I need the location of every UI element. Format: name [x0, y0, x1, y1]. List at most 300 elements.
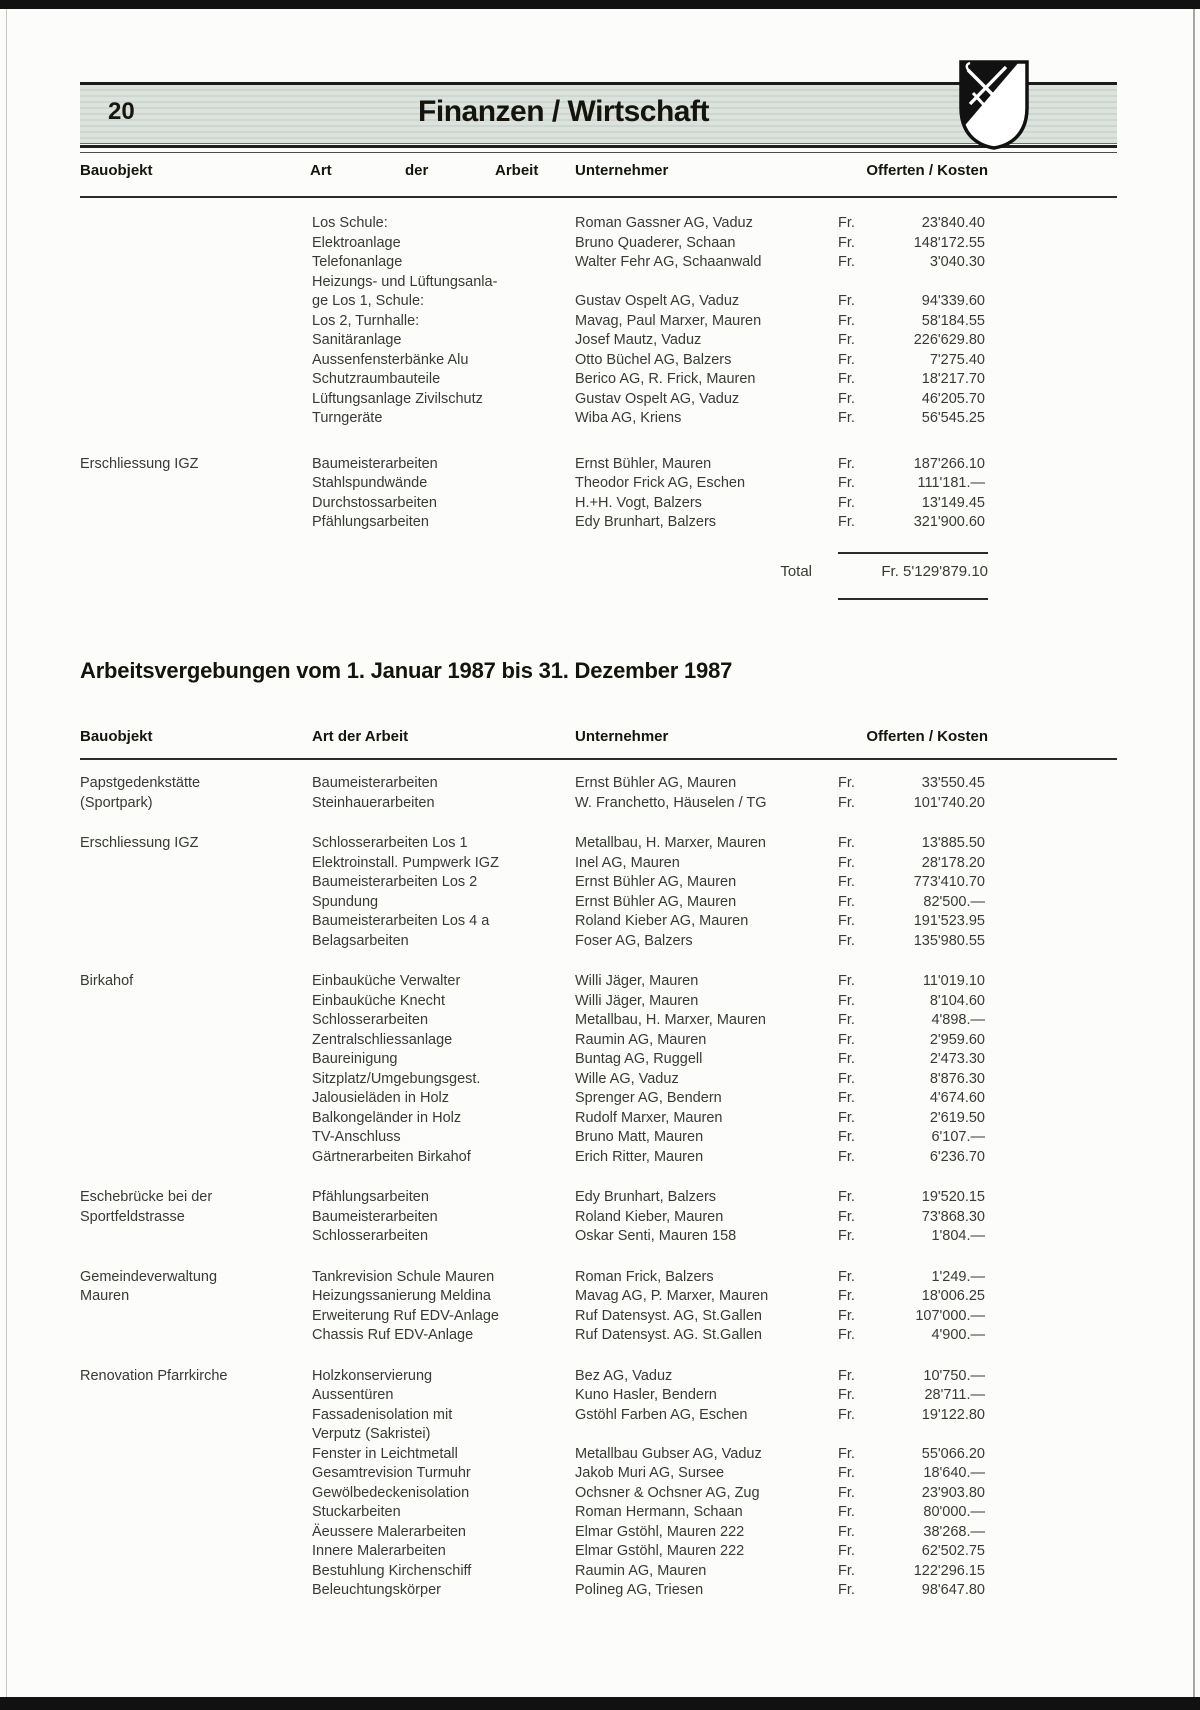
- left-scan-edge-line: [6, 9, 7, 1697]
- art-cell: Balkongeländer in Holz: [312, 1109, 462, 1126]
- bauobjekt-cell: Papstgedenkstätte: [80, 775, 201, 791]
- table-row: [80, 1562, 1117, 1582]
- section2-title: Arbeitsvergebungen vom 1. Januar 1987 bis 31. Dezember 1987: [80, 658, 733, 683]
- amount-cell: 94'339.60: [921, 293, 985, 309]
- amount-cell: 55'066.20: [921, 1445, 985, 1462]
- table-row: [80, 1109, 1117, 1129]
- firm-cell: Otto Büchel AG, Balzers: [575, 351, 732, 368]
- art-cell: Erweiterung Ruf EDV-Anlage: [312, 1307, 499, 1324]
- art-cell: Aussenfensterbänke Alu: [312, 351, 469, 368]
- amount-cell: 23'840.40: [921, 215, 985, 231]
- amount-cell: 773'410.70: [913, 874, 985, 890]
- firm-cell: Metallbau, H. Marxer, Mauren: [575, 1012, 766, 1028]
- table-row: [80, 932, 1117, 952]
- firm-cell: Inel AG, Mauren: [575, 854, 680, 871]
- coat-of-arms-icon: [956, 58, 1032, 152]
- amount-cell: 111'181.—: [917, 475, 985, 491]
- art-cell: Verputz (Sakristei): [312, 1426, 431, 1442]
- bauobjekt-cell: (Sportpark): [80, 794, 153, 811]
- currency-label: Fr.: [838, 1268, 855, 1285]
- firm-cell: Wille AG, Vaduz: [575, 1070, 679, 1087]
- firm-cell: Ruf Datensyst. AG, St.Gallen: [575, 1307, 762, 1324]
- col-art-der-arbeit: Art der Arbeit: [312, 728, 409, 745]
- art-cell: Chassis Ruf EDV-Anlage: [312, 1327, 474, 1343]
- currency-label: Fr.: [838, 1484, 855, 1501]
- table-row: [80, 513, 1117, 533]
- table-row: [80, 1287, 1117, 1307]
- col-bauobjekt: Bauobjekt: [80, 728, 153, 745]
- art-cell: Schlosserarbeiten: [312, 1012, 429, 1028]
- currency-label: Fr.: [838, 1465, 855, 1481]
- table-group: [80, 774, 1117, 813]
- firm-cell: Walter Fehr AG, Schaanwald: [575, 254, 762, 270]
- page-top-scan-bar: [0, 0, 1200, 9]
- amount-cell: 8'104.60: [929, 992, 985, 1009]
- page-title: Finanzen / Wirtschaft: [418, 95, 709, 128]
- col-offerten-kosten: Offerten / Kosten: [866, 162, 988, 179]
- bauobjekt-cell: Gemeindeverwaltung: [80, 1268, 218, 1285]
- total-rule-bottom: [838, 598, 988, 600]
- amount-cell: 135'980.55: [913, 932, 985, 949]
- art-cell: Bestuhlung Kirchenschiff: [312, 1562, 472, 1579]
- amount-cell: 6'107.—: [931, 1129, 985, 1145]
- amount-cell: 191'523.95: [913, 913, 985, 929]
- table-row: [80, 1227, 1117, 1247]
- table-group: [80, 214, 1117, 429]
- amount-cell: 187'266.10: [913, 455, 985, 472]
- table-group: [80, 972, 1117, 1167]
- currency-label: Fr.: [838, 455, 855, 472]
- firm-cell: Ochsner & Ochsner AG, Zug: [575, 1484, 760, 1501]
- currency-label: Fr.: [838, 973, 855, 989]
- table-row: [80, 893, 1117, 913]
- table-row: [80, 794, 1117, 814]
- amount-cell: 82'500.—: [923, 893, 985, 910]
- table-row: [80, 273, 1117, 293]
- art-cell: Baumeisterarbeiten: [312, 455, 438, 472]
- art-cell: Turngeräte: [312, 410, 383, 426]
- firm-cell: Roman Gassner AG, Vaduz: [575, 215, 753, 231]
- firm-cell: Willi Jäger, Mauren: [575, 973, 699, 989]
- art-cell: Beleuchtungskörper: [312, 1582, 441, 1598]
- table-group: [80, 1188, 1117, 1247]
- amount-cell: 18'006.25: [921, 1288, 985, 1304]
- table-group: [80, 455, 1117, 533]
- firm-cell: Roland Kieber AG, Mauren: [575, 913, 749, 929]
- currency-label: Fr.: [838, 312, 855, 329]
- currency-label: Fr.: [838, 351, 855, 368]
- art-cell: Lüftungsanlage Zivilschutz: [312, 390, 483, 407]
- currency-label: Fr.: [838, 854, 855, 871]
- table2-body: [80, 774, 1117, 1622]
- currency-label: Fr.: [838, 410, 855, 426]
- currency-label: Fr.: [838, 1523, 855, 1540]
- amount-cell: 101'740.20: [913, 794, 985, 811]
- table-row: [80, 992, 1117, 1012]
- currency-label: Fr.: [838, 893, 855, 910]
- table-row: [80, 351, 1117, 371]
- col-bauobjekt: Bauobjekt: [80, 162, 153, 179]
- table-row: [80, 494, 1117, 514]
- art-cell: TV-Anschluss: [312, 1129, 401, 1145]
- art-cell: Baumeisterarbeiten Los 4 a: [312, 913, 490, 929]
- currency-label: Fr.: [838, 494, 855, 511]
- amount-cell: 28'178.20: [921, 854, 985, 871]
- currency-label: Fr.: [838, 1148, 855, 1165]
- currency-label: Fr.: [838, 1012, 855, 1028]
- art-cell: Baumeisterarbeiten Los 2: [312, 874, 478, 890]
- currency-label: Fr.: [838, 775, 855, 791]
- amount-cell: 4'898.—: [931, 1012, 985, 1028]
- art-cell: Heizungssanierung Meldina: [312, 1288, 491, 1304]
- table-group: [80, 1367, 1117, 1601]
- art-cell: Sanitäranlage: [312, 332, 402, 348]
- firm-cell: Bez AG, Vaduz: [575, 1367, 673, 1384]
- art-cell: Gewölbedeckenisolation: [312, 1484, 470, 1501]
- firm-cell: Roland Kieber, Mauren: [575, 1208, 724, 1225]
- art-cell: Äeussere Malerarbeiten: [312, 1523, 466, 1540]
- table-row: [80, 854, 1117, 874]
- total-rule-top: [838, 552, 988, 554]
- firm-cell: Kuno Hasler, Bendern: [575, 1387, 717, 1403]
- art-cell: Einbauküche Knecht: [312, 992, 446, 1009]
- table-row: [80, 1208, 1117, 1228]
- art-cell: Tankrevision Schule Mauren: [312, 1268, 495, 1285]
- art-cell: Baumeisterarbeiten: [312, 1208, 438, 1225]
- currency-label: Fr.: [838, 1090, 855, 1106]
- table-row: [80, 1268, 1117, 1288]
- firm-cell: Elmar Gstöhl, Mauren 222: [575, 1543, 745, 1559]
- bauobjekt-cell: Birkahof: [80, 973, 134, 989]
- art-cell: Gärtnerarbeiten Birkahof: [312, 1148, 471, 1165]
- currency-label: Fr.: [838, 874, 855, 890]
- total-row: [80, 563, 1117, 583]
- table-row: [80, 409, 1117, 429]
- table-row: [80, 912, 1117, 932]
- table-row: [80, 1484, 1117, 1504]
- currency-label: Fr.: [838, 215, 855, 231]
- table-row: [80, 1326, 1117, 1346]
- right-scan-edge-line: [1193, 9, 1195, 1697]
- currency-label: Fr.: [838, 932, 855, 949]
- art-cell: Gesamtrevision Turmuhr: [312, 1465, 471, 1481]
- firm-cell: Edy Brunhart, Balzers: [575, 1189, 717, 1205]
- firm-cell: Edy Brunhart, Balzers: [575, 514, 717, 530]
- firm-cell: Mavag, Paul Marxer, Mauren: [575, 312, 762, 329]
- art-cell: Heizungs- und Lüftungsanla-: [312, 273, 498, 290]
- amount-cell: 58'184.55: [921, 312, 985, 329]
- firm-cell: Bruno Quaderer, Schaan: [575, 234, 736, 251]
- table-row: [80, 370, 1117, 390]
- currency-label: Fr.: [838, 1228, 855, 1244]
- art-cell: Fenster in Leichtmetall: [312, 1445, 458, 1462]
- amount-cell: 1'804.—: [931, 1228, 985, 1244]
- currency-label: Fr.: [838, 1543, 855, 1559]
- firm-cell: Jakob Muri AG, Sursee: [575, 1465, 725, 1481]
- firm-cell: W. Franchetto, Häuselen / TG: [575, 794, 767, 811]
- firm-cell: Gustav Ospelt AG, Vaduz: [575, 390, 740, 407]
- amount-cell: 4'674.60: [929, 1090, 985, 1106]
- table-row: [80, 1406, 1117, 1426]
- table-group: [80, 1268, 1117, 1346]
- table-row: [80, 1386, 1117, 1406]
- firm-cell: H.+H. Vogt, Balzers: [575, 494, 702, 511]
- amount-cell: 98'647.80: [921, 1582, 985, 1598]
- table-row: [80, 253, 1117, 273]
- table-row: [80, 873, 1117, 893]
- art-cell: ge Los 1, Schule:: [312, 293, 425, 309]
- bauobjekt-cell: Sportfeldstrasse: [80, 1208, 185, 1225]
- art-cell: Holzkonservierung: [312, 1367, 433, 1384]
- bauobjekt-cell: Erschliessung IGZ: [80, 455, 199, 472]
- total-label: Total: [780, 563, 812, 580]
- table-row: [80, 1031, 1117, 1051]
- table-row: [80, 474, 1117, 494]
- art-cell: Sitzplatz/Umgebungsgest.: [312, 1070, 481, 1087]
- page-bottom-scan-bar: [0, 1697, 1200, 1710]
- amount-cell: 7'275.40: [929, 351, 985, 368]
- amount-cell: 122'296.15: [913, 1562, 985, 1579]
- currency-label: Fr.: [838, 1562, 855, 1579]
- currency-label: Fr.: [838, 332, 855, 348]
- table-row: [80, 1542, 1117, 1562]
- amount-cell: 10'750.—: [923, 1367, 985, 1384]
- currency-label: Fr.: [838, 1445, 855, 1462]
- firm-cell: Ernst Bühler AG, Mauren: [575, 874, 737, 890]
- currency-label: Fr.: [838, 1109, 855, 1126]
- art-cell: Elektroinstall. Pumpwerk IGZ: [312, 854, 499, 871]
- table-row: [80, 331, 1117, 351]
- amount-cell: 6'236.70: [929, 1148, 985, 1165]
- amount-cell: 80'000.—: [923, 1504, 985, 1520]
- firm-cell: Bruno Matt, Mauren: [575, 1129, 704, 1145]
- currency-label: Fr.: [838, 913, 855, 929]
- currency-label: Fr.: [838, 1129, 855, 1145]
- art-cell: Baureinigung: [312, 1051, 398, 1067]
- table-row: [80, 1128, 1117, 1148]
- amount-cell: 2'959.60: [929, 1031, 985, 1048]
- bauobjekt-cell: Mauren: [80, 1288, 130, 1304]
- bauobjekt-cell: Eschebrücke bei der: [80, 1189, 213, 1205]
- table-row: [80, 1523, 1117, 1543]
- table-row: [80, 834, 1117, 854]
- art-cell: Pfählungsarbeiten: [312, 1189, 429, 1205]
- firm-cell: Sprenger AG, Bendern: [575, 1090, 722, 1106]
- firm-cell: Willi Jäger, Mauren: [575, 992, 699, 1009]
- table-row: [80, 1148, 1117, 1168]
- table-row: [80, 1503, 1117, 1523]
- art-cell: Fassadenisolation mit: [312, 1406, 453, 1423]
- currency-label: Fr.: [838, 1504, 855, 1520]
- currency-label: Fr.: [838, 254, 855, 270]
- art-cell: Jalousieläden in Holz: [312, 1090, 450, 1106]
- bauobjekt-cell: Erschliessung IGZ: [80, 835, 199, 851]
- art-cell: Los Schule:: [312, 215, 388, 231]
- table-row: [80, 1011, 1117, 1031]
- amount-cell: 46'205.70: [921, 390, 985, 407]
- firm-cell: Roman Hermann, Schaan: [575, 1504, 743, 1520]
- firm-cell: Polineg AG, Triesen: [575, 1582, 704, 1598]
- amount-cell: 18'217.70: [921, 371, 985, 387]
- currency-label: Fr.: [838, 1582, 855, 1598]
- table-row: [80, 1307, 1117, 1327]
- amount-cell: 62'502.75: [921, 1543, 985, 1559]
- art-cell: Spundung: [312, 893, 379, 910]
- table-row: [80, 1581, 1117, 1601]
- firm-cell: Metallbau Gubser AG, Vaduz: [575, 1445, 762, 1462]
- table-row: [80, 455, 1117, 475]
- currency-label: Fr.: [838, 1387, 855, 1403]
- currency-label: Fr.: [838, 475, 855, 491]
- amount-cell: 13'149.45: [921, 494, 985, 511]
- amount-cell: 2'619.50: [929, 1109, 985, 1126]
- table-row: [80, 1464, 1117, 1484]
- firm-cell: Berico AG, R. Frick, Mauren: [575, 371, 756, 387]
- table1-header: [80, 162, 1117, 182]
- table-row: [80, 214, 1117, 234]
- col-offerten-kosten: Offerten / Kosten: [866, 728, 988, 745]
- art-cell: Elektroanlage: [312, 234, 401, 251]
- firm-cell: Ruf Datensyst. AG. St.Gallen: [575, 1327, 762, 1343]
- total-amount: Fr. 5'129'879.10: [881, 563, 988, 580]
- amount-cell: 2'473.30: [929, 1051, 985, 1067]
- firm-cell: Oskar Senti, Mauren 158: [575, 1228, 737, 1244]
- currency-label: Fr.: [838, 992, 855, 1009]
- art-cell: Schlosserarbeiten Los 1: [312, 835, 468, 851]
- currency-label: Fr.: [838, 514, 855, 530]
- amount-cell: 8'876.30: [929, 1070, 985, 1087]
- table-row: [80, 1425, 1117, 1445]
- table-row: [80, 1050, 1117, 1070]
- amount-cell: 3'040.30: [929, 254, 985, 270]
- art-cell: Belagsarbeiten: [312, 932, 409, 949]
- amount-cell: 226'629.80: [913, 332, 985, 348]
- table-row: [80, 292, 1117, 312]
- amount-cell: 38'268.—: [923, 1523, 985, 1540]
- art-cell: Pfählungsarbeiten: [312, 514, 429, 530]
- currency-label: Fr.: [838, 1189, 855, 1205]
- firm-cell: Wiba AG, Kriens: [575, 410, 682, 426]
- firm-cell: Rudolf Marxer, Mauren: [575, 1109, 723, 1126]
- table1-header-rule: [80, 196, 1117, 198]
- table-row: [80, 1445, 1117, 1465]
- amount-cell: 73'868.30: [921, 1208, 985, 1225]
- col-unternehmer: Unternehmer: [575, 162, 669, 179]
- art-cell: Innere Malerarbeiten: [312, 1543, 446, 1559]
- firm-cell: Metallbau, H. Marxer, Mauren: [575, 835, 766, 851]
- art-cell: Steinhauerarbeiten: [312, 794, 435, 811]
- table-group: [80, 834, 1117, 951]
- col-unternehmer: Unternehmer: [575, 728, 669, 745]
- table-row: [80, 234, 1117, 254]
- amount-cell: 33'550.45: [921, 775, 985, 791]
- table-row: [80, 312, 1117, 332]
- col-arbeit: Arbeit: [495, 162, 539, 179]
- art-cell: Durchstossarbeiten: [312, 494, 437, 511]
- currency-label: Fr.: [838, 293, 855, 309]
- art-cell: Stuckarbeiten: [312, 1504, 401, 1520]
- table-row: [80, 1089, 1117, 1109]
- amount-cell: 321'900.60: [913, 514, 985, 530]
- table-row: [80, 972, 1117, 992]
- currency-label: Fr.: [838, 1307, 855, 1324]
- currency-label: Fr.: [838, 1031, 855, 1048]
- amount-cell: 148'172.55: [913, 234, 985, 251]
- currency-label: Fr.: [838, 234, 855, 251]
- amount-cell: 107'000.—: [915, 1307, 985, 1324]
- page-number: 20: [108, 98, 135, 125]
- art-cell: Baumeisterarbeiten: [312, 775, 438, 791]
- col-art: Art: [310, 162, 332, 179]
- art-cell: Los 2, Turnhalle:: [312, 312, 420, 329]
- amount-cell: 11'019.10: [922, 973, 985, 989]
- amount-cell: 13'885.50: [921, 835, 985, 851]
- firm-cell: Gustav Ospelt AG, Vaduz: [575, 293, 740, 309]
- amount-cell: 56'545.25: [921, 410, 985, 426]
- art-cell: Stahlspundwände: [312, 475, 428, 491]
- amount-cell: 1'249.—: [931, 1268, 985, 1285]
- firm-cell: Erich Ritter, Mauren: [575, 1148, 704, 1165]
- currency-label: Fr.: [838, 1406, 855, 1423]
- col-der: der: [405, 162, 429, 179]
- currency-label: Fr.: [838, 835, 855, 851]
- currency-label: Fr.: [838, 1208, 855, 1225]
- table2-header-rule: [80, 758, 1117, 760]
- firm-cell: Raumin AG, Mauren: [575, 1562, 707, 1579]
- table-row: [80, 1070, 1117, 1090]
- table2-header: [80, 728, 1117, 748]
- firm-cell: Ernst Bühler, Mauren: [575, 455, 712, 472]
- currency-label: Fr.: [838, 794, 855, 811]
- table-row: [80, 390, 1117, 410]
- table-row: [80, 774, 1117, 794]
- firm-cell: Ernst Bühler AG, Mauren: [575, 775, 737, 791]
- firm-cell: Ernst Bühler AG, Mauren: [575, 893, 737, 910]
- currency-label: Fr.: [838, 390, 855, 407]
- art-cell: Zentralschliessanlage: [312, 1031, 453, 1048]
- currency-label: Fr.: [838, 1051, 855, 1067]
- amount-cell: 19'520.15: [921, 1189, 985, 1205]
- table-row: [80, 1367, 1117, 1387]
- firm-cell: Raumin AG, Mauren: [575, 1031, 707, 1048]
- currency-label: Fr.: [838, 1327, 855, 1343]
- table1-body: [80, 214, 1117, 559]
- art-cell: Telefonanlage: [312, 254, 403, 270]
- amount-cell: 19'122.80: [921, 1406, 985, 1423]
- bauobjekt-cell: Renovation Pfarrkirche: [80, 1367, 228, 1384]
- amount-cell: 28'711.—: [924, 1387, 985, 1403]
- art-cell: Schutzraumbauteile: [312, 371, 441, 387]
- amount-cell: 18'640.—: [923, 1465, 985, 1481]
- firm-cell: Foser AG, Balzers: [575, 932, 693, 949]
- firm-cell: Gstöhl Farben AG, Eschen: [575, 1406, 748, 1423]
- art-cell: Aussentüren: [312, 1387, 394, 1403]
- firm-cell: Elmar Gstöhl, Mauren 222: [575, 1523, 745, 1540]
- firm-cell: Theodor Frick AG, Eschen: [575, 475, 746, 491]
- currency-label: Fr.: [838, 371, 855, 387]
- firm-cell: Buntag AG, Ruggell: [575, 1051, 703, 1067]
- firm-cell: Roman Frick, Balzers: [575, 1268, 714, 1285]
- firm-cell: Mavag AG, P. Marxer, Mauren: [575, 1288, 769, 1304]
- amount-cell: 23'903.80: [921, 1484, 985, 1501]
- art-cell: Schlosserarbeiten: [312, 1228, 429, 1244]
- firm-cell: Josef Mautz, Vaduz: [575, 332, 702, 348]
- currency-label: Fr.: [838, 1288, 855, 1304]
- currency-label: Fr.: [838, 1367, 855, 1384]
- currency-label: Fr.: [838, 1070, 855, 1087]
- art-cell: Einbauküche Verwalter: [312, 973, 461, 989]
- table-row: [80, 1188, 1117, 1208]
